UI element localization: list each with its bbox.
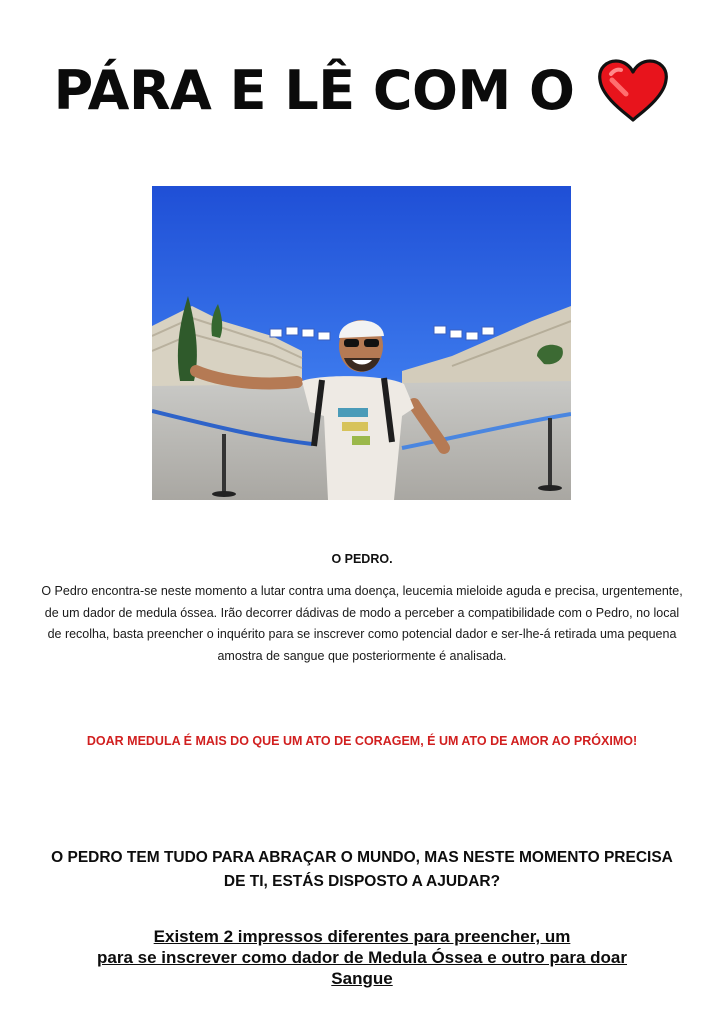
forms-note-line-1: Existem 2 impressos diferentes para preencher, um	[153, 927, 571, 946]
highlight-message: DOAR MEDULA É MAIS DO QUE UM ATO DE CORAGEM, É UM ATO DE AMOR AO PRÓXIMO!	[86, 734, 638, 748]
forms-note	[40, 926, 684, 989]
call-to-action: O PEDRO TEM TUDO PARA ABRAÇAR O MUNDO, MAS NESTE MOMENTO PRECISA DE TI, ESTÁS DISPOSTO A AJUDAR?	[51, 849, 673, 890]
heart-icon	[596, 58, 670, 124]
body-paragraph: O Pedro encontra-se neste momento a lutar contra uma doença, leucemia mieloide aguda e precisa, urgentemente, de um dador de medula óssea. Irão decorrer dádivas de modo a perceber a compatibilidade com o Pedro, no local de recolha, basta preencher o inquérito para se inscrever como potencial dador e ser-lhe-á retirada uma pequena amostra de sangue que posteriormente é analisada.	[41, 584, 683, 663]
headline-text: PÁRA E LÊ COM O	[53, 59, 575, 122]
photo-of-pedro	[152, 186, 571, 500]
forms-note-line-3: Sangue	[331, 969, 393, 988]
forms-note-line-2: para se inscrever como dador de Medula Óssea e outro para doar	[96, 948, 628, 967]
section-title: O PEDRO.	[331, 552, 393, 566]
headline	[0, 58, 724, 124]
